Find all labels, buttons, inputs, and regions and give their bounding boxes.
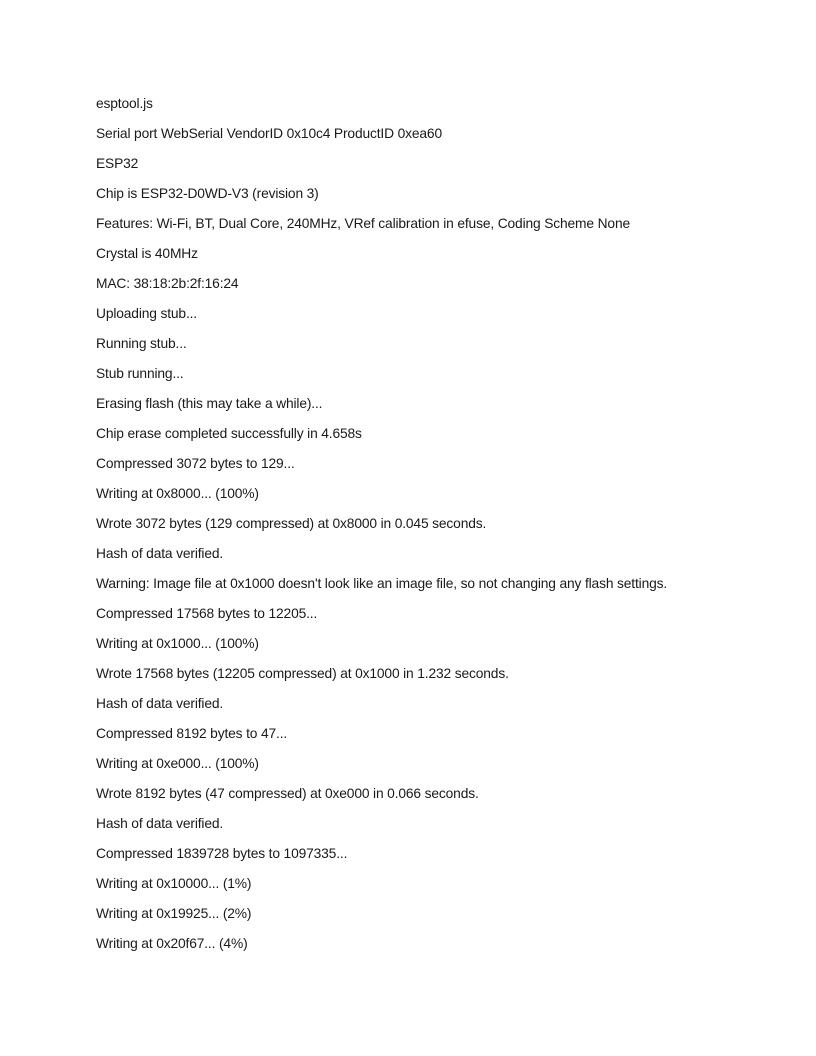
log-line: Writing at 0x19925... (2%)	[96, 906, 252, 921]
log-line: Hash of data verified.	[96, 816, 224, 831]
log-line: MAC: 38:18:2b:2f:16:24	[96, 276, 239, 291]
log-line: Warning: Image file at 0x1000 doesn't look like an image file, so not changing any flash settings.	[96, 576, 668, 591]
log-line: esptool.js	[96, 96, 153, 111]
log-line: Writing at 0x10000... (1%)	[96, 876, 252, 891]
log-line: Uploading stub...	[96, 306, 197, 321]
log-line: Writing at 0x20f67... (4%)	[96, 936, 248, 951]
log-line: Writing at 0x8000... (100%)	[96, 486, 259, 501]
log-line: Erasing flash (this may take a while)...	[96, 396, 323, 411]
log-line: Features: Wi-Fi, BT, Dual Core, 240MHz, VRef calibration in efuse, Coding Scheme None	[96, 216, 630, 231]
log-line: Compressed 3072 bytes to 129...	[96, 456, 295, 471]
log-line: Compressed 1839728 bytes to 1097335...	[96, 846, 348, 861]
log-line: Hash of data verified.	[96, 546, 224, 561]
log-line: Wrote 8192 bytes (47 compressed) at 0xe000 in 0.066 seconds.	[96, 786, 479, 801]
log-line: Serial port WebSerial VendorID 0x10c4 ProductID 0xea60	[96, 126, 442, 141]
log-line: Writing at 0x1000... (100%)	[96, 636, 259, 651]
log-line: Chip is ESP32-D0WD-V3 (revision 3)	[96, 186, 319, 201]
log-line: ESP32	[96, 156, 139, 171]
log-line: Wrote 17568 bytes (12205 compressed) at 0x1000 in 1.232 seconds.	[96, 666, 509, 681]
console-log	[96, 89, 720, 959]
log-line: Writing at 0xe000... (100%)	[96, 756, 259, 771]
log-line: Hash of data verified.	[96, 696, 224, 711]
log-line: Stub running...	[96, 366, 184, 381]
log-line: Compressed 17568 bytes to 12205...	[96, 606, 318, 621]
log-line: Running stub...	[96, 336, 187, 351]
log-line: Compressed 8192 bytes to 47...	[96, 726, 288, 741]
log-line: Wrote 3072 bytes (129 compressed) at 0x8000 in 0.045 seconds.	[96, 516, 487, 531]
log-line: Chip erase completed successfully in 4.658s	[96, 426, 362, 441]
log-line: Crystal is 40MHz	[96, 246, 198, 261]
